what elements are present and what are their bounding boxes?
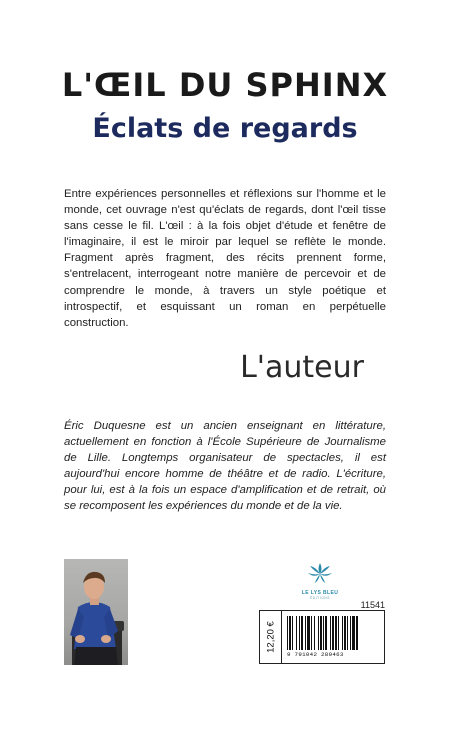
isbn-number: 9 791042 289463 bbox=[287, 651, 344, 658]
product-code: 11541 bbox=[360, 600, 385, 610]
lily-flower-icon bbox=[307, 562, 333, 584]
author-photo bbox=[64, 559, 128, 665]
book-title: L'ŒIL DU SPHINX bbox=[61, 66, 389, 104]
author-bio: Éric Duquesne est un ancien enseignant en littérature, actuellement en fonction à l'École Supérieure de Journalisme de Lille. Longtemps organisateur de spectacles, il est aujourd'hui encore homme de théâtre et de radio. L'écriture, pour lui, est à la fois un espace d'amplification et de retrait, où se recomposent les expériences du monde et de la vie. bbox=[64, 420, 386, 513]
publisher-sub: ÉDITIONS bbox=[310, 596, 330, 600]
publisher-logo bbox=[296, 562, 344, 600]
publisher-name: LE LYS BLEU bbox=[301, 590, 339, 596]
price-panel bbox=[260, 611, 282, 663]
back-cover-blurb: Entre expériences personnelles et réflexions sur l'homme et le monde, cet ouvrage n'est qu'éclats de regards, dont l'œil tisse sans cesse le fil. L'œil : à la fois objet d'étude et fenêtre de l'imaginaire, il est le miroir par lequel se reflète le monde. Fragment après fragment, des récits prennent forme, s'entrelacent, interrogeant notre manière de percevoir et de comprendre le monde, à travers un style poétique et introspectif, et esquissant un roman en perpétuelle construction. bbox=[64, 188, 386, 329]
price: 12,20 € bbox=[265, 621, 276, 653]
barcode-box bbox=[259, 610, 385, 664]
book-subtitle: Éclats de regards bbox=[92, 113, 358, 144]
author-portrait-image bbox=[64, 559, 128, 665]
author-heading: L'auteur bbox=[240, 350, 364, 385]
barcode-icon bbox=[287, 616, 381, 650]
